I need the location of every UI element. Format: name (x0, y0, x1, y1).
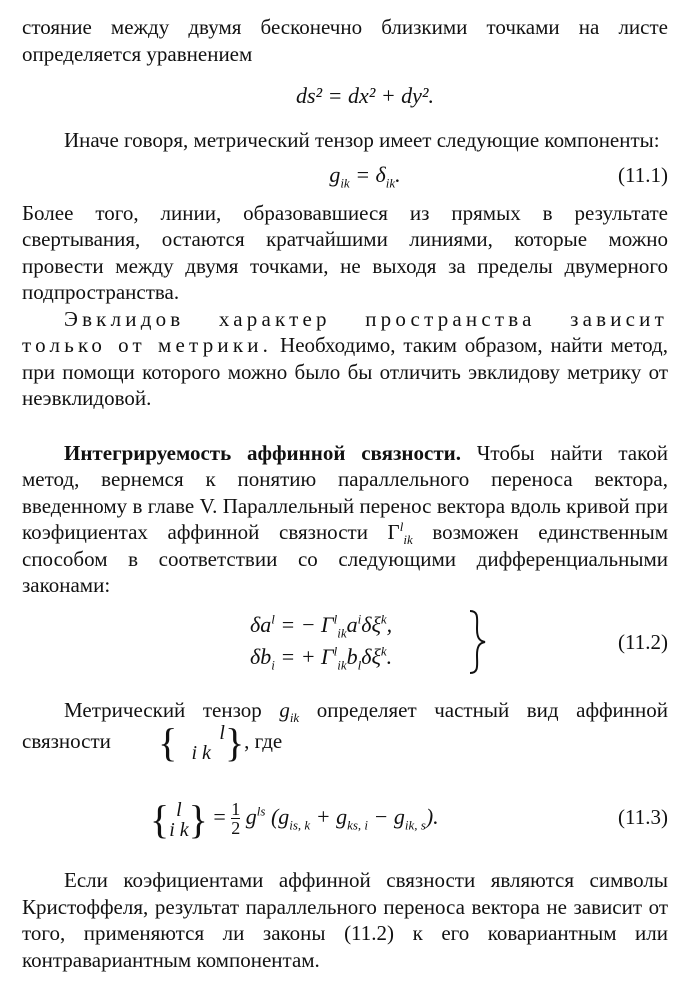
equation-11-2 (22, 609, 668, 675)
equation-11-1 (22, 160, 668, 190)
eq-11-3-frac-num: 1 (231, 799, 241, 820)
section-heading: Интегрируемость аффинной связности. (64, 440, 461, 465)
eq-11-2-l2-tail: b (346, 643, 358, 669)
eq-11-2-l2-end: . (386, 643, 393, 669)
paragraph-5-body: Чтобы найти такой метод, вернемся к понятию параллельного переноса вектора, введенному в главе V. Параллельный перенос вектора вдоль кривой при коэфициентах аффинной связности Γ (22, 440, 668, 544)
equation-metric (22, 81, 668, 111)
paragraph-6-g-sub: ik (289, 709, 300, 725)
christoffel-display-top: l (176, 798, 182, 821)
equation-metric-text: ds² = dx² + dy². (295, 83, 435, 108)
eq-11-2-l2-b: δb (250, 643, 272, 669)
paragraph-5 (22, 440, 668, 599)
eq-11-3-g-sup: ls (256, 803, 266, 819)
paragraph-6-b: определяет частный вид аффинной связности (22, 697, 669, 753)
paragraph-5-gamma-sub: ik (403, 532, 413, 548)
eq-11-2-line-2 (250, 641, 470, 673)
eq-11-2-l2-mid-sup: l (333, 643, 338, 659)
equation-number-11-1: (11.1) (618, 162, 668, 187)
eq-11-2-l2-mid: = + Γ (274, 643, 334, 669)
paragraph-4 (22, 306, 668, 412)
eq-11-2-l2-tail2: δξ (361, 643, 381, 669)
paragraph-5-end: возможен единственным способом в соответствии со следующими дифференциальными законами: (22, 520, 668, 597)
eq-11-3-frac-den: 2 (231, 818, 241, 839)
right-brace-icon (467, 609, 489, 675)
eq-11-1-mid: = δ (349, 161, 386, 187)
eq-11-3-open: (g (265, 804, 290, 829)
eq-11-2-l2-tail-sub: l (357, 656, 362, 672)
eq-11-3-plus: + g (310, 804, 348, 829)
eq-11-2-l1-mid: = − Γ (274, 611, 334, 637)
paragraph-6-c: , где (244, 728, 283, 753)
eq-11-1-tail: . (395, 161, 401, 187)
paragraph-4-spaced: Эвклидов характер пространства зависит только от метрики. (22, 306, 668, 357)
eq-11-2-l1-a-sup: l (271, 611, 275, 627)
eq-11-2-l2-mid-sub: ik (337, 656, 347, 672)
eq-11-2-l1-tail-sup: i (357, 611, 362, 627)
eq-11-3-eq: = (207, 804, 232, 829)
eq-11-2-l1-mid-sup: l (333, 611, 338, 627)
eq-11-3-g: g (240, 804, 257, 829)
paragraph-3: Более того, линии, образовавшиеся из прямых в результате свертывания, остаются кратчайшими линиями, которые можно провести между двумя точками, не выходя за пределы двумерного подпространства. (22, 200, 668, 304)
eq-11-1-lhs: g (329, 161, 341, 187)
eq-11-1-lhs-sub: ik (340, 174, 350, 190)
eq-11-3-t3-sub: ik, s (404, 817, 426, 833)
eq-11-3-t1-sub: is, k (289, 817, 311, 833)
eq-11-2-l1-tail: a (346, 611, 358, 637)
eq-11-2-l1-end: , (386, 611, 393, 637)
paragraph-6 (22, 697, 668, 764)
eq-11-2-line-1 (250, 609, 470, 641)
christoffel-display-bottom: i k (169, 818, 189, 841)
christoffel-top: l (219, 722, 225, 744)
eq-11-1-rhs-sub: ik (385, 174, 396, 190)
eq-11-2-l2-b-sub: i (271, 656, 275, 672)
paragraph-6-a: Метрический тензор (64, 697, 280, 722)
paragraph-5-gamma-sup: l (399, 519, 404, 534)
equation-number-11-2: (11.2) (618, 629, 668, 654)
eq-11-3-t2-sub: ks, i (347, 817, 369, 833)
christoffel-symbol-inline: { l i k } (158, 719, 245, 765)
eq-11-3-minus: − g (368, 804, 405, 829)
christoffel-bottom: i k (191, 742, 211, 764)
eq-11-2-l1-tail2: δξ (361, 611, 381, 637)
paragraph-2: Иначе говоря, метрический тензор имеет следующие компоненты: (64, 128, 660, 152)
paragraph-6-g: g (279, 697, 290, 722)
eq-11-2-l1-tail2-sup: k (380, 611, 387, 627)
equation-number-11-3: (11.3) (618, 805, 668, 829)
christoffel-symbol-display: { l i k} (150, 796, 208, 842)
eq-11-3-fraction (231, 800, 240, 837)
equation-11-3 (22, 789, 668, 845)
eq-11-3-close: ). (425, 804, 439, 829)
eq-11-2-l1-mid-sub: ik (337, 624, 347, 640)
eq-11-2-l2-tail2-sup: k (380, 643, 387, 659)
eq-11-2-l1-a: δa (250, 611, 272, 637)
paragraph-1: стояние между двумя бесконечно близкими точками на листе определяется уравнением (22, 15, 668, 66)
paragraph-7: Если коэфициентами аффинной связности являются символы Кристоффеля, результат параллельного переноса вектора не зависит от того, применяются ли законы (11.2) к его ковариантным или контравариантным компонентам. (22, 868, 668, 972)
paragraph-4-rest: Необходимо, таким образом, найти метод, при помощи которого можно было бы отличить эвклидову метрику от неэвклидовой. (22, 333, 668, 410)
